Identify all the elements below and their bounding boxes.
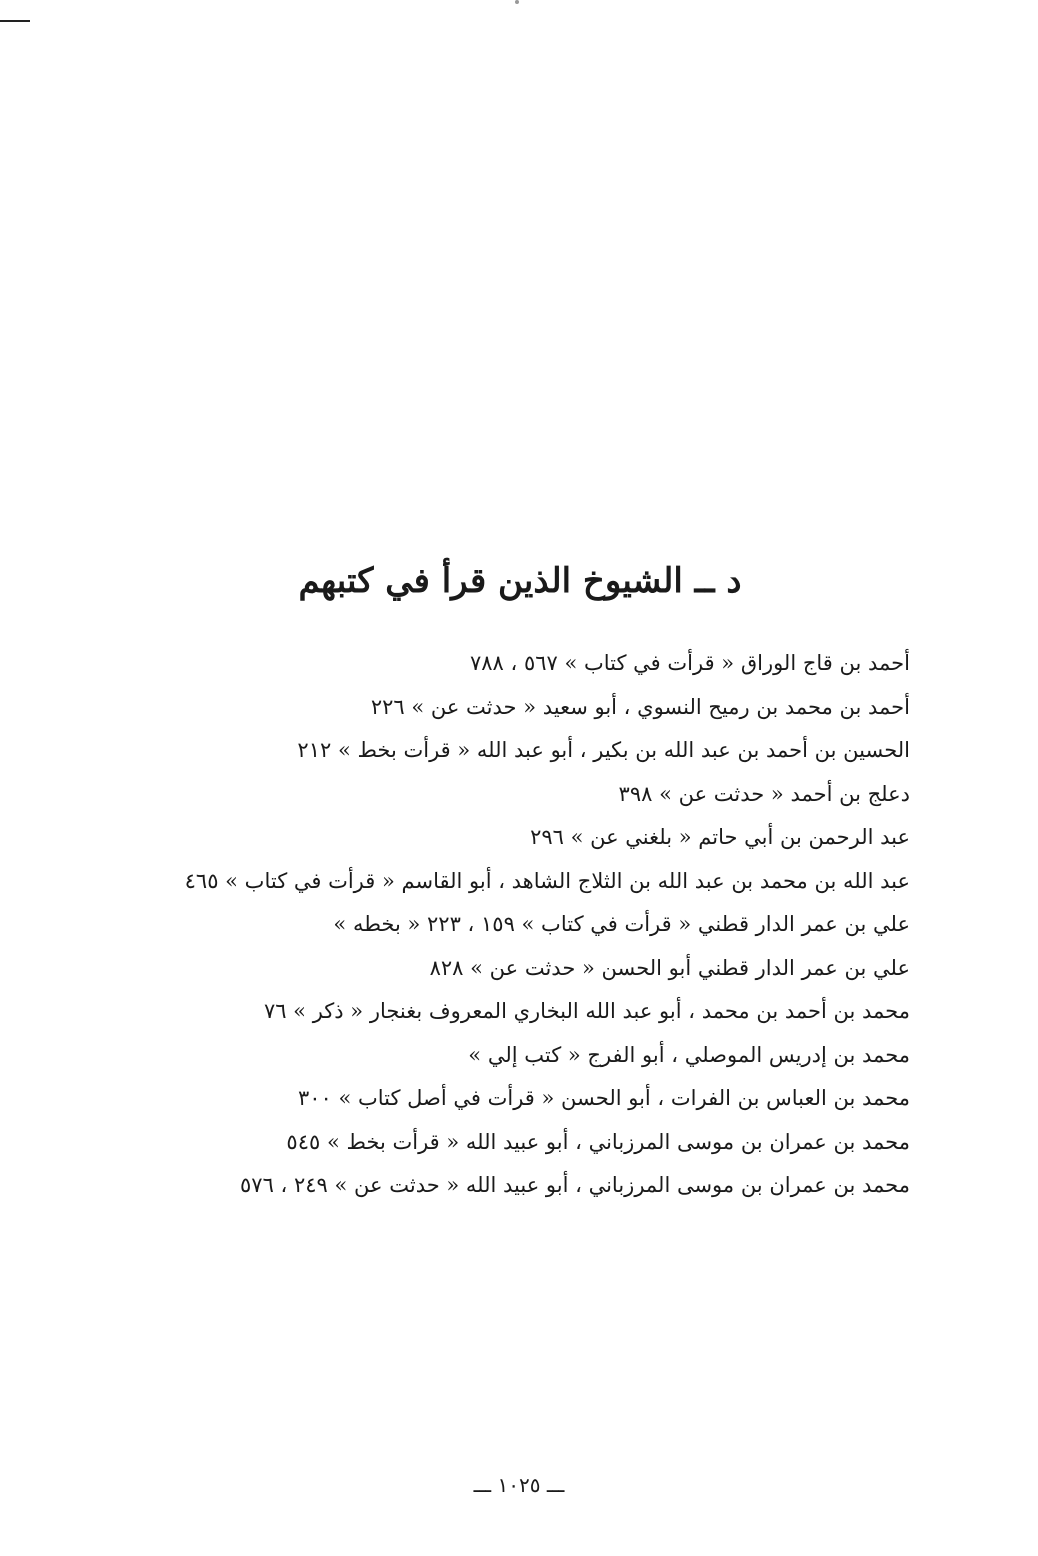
list-item: عبد الله بن محمد بن عبد الله بن الثلاج الشاهد ، أبو القاسم « قرأت في كتاب » ٤٦٥ — [184, 868, 910, 893]
list-item: محمد بن أحمد بن محمد ، أبو عبد الله البخاري المعروف بغنجار « ذكر » ٧٦ — [263, 999, 910, 1023]
section-heading: د ــ الشيوخ الذين قرأ في كتبهم — [298, 561, 742, 601]
list-item: الحسين بن أحمد بن عبد الله بن بكير ، أبو عبد الله « قرأت بخط » ٢١٢ — [297, 738, 910, 762]
list-item: محمد بن عمران بن موسى المرزباني ، أبو عبيد الله « حدثت عن » ٢٤٩ ، ٥٧٦ — [240, 1173, 910, 1197]
list-item: محمد بن العباس بن الفرات ، أبو الحسن « قرأت في أصل كتاب » ٣٠٠ — [297, 1086, 910, 1110]
list-item: محمد بن عمران بن موسى المرزباني ، أبو عبيد الله « قرأت بخط » ٥٤٥ — [286, 1129, 910, 1154]
list-item: أحمد بن محمد بن رميح النسوي ، أبو سعيد « حدثت عن » ٢٢٦ — [370, 694, 910, 719]
list-item: عبد الرحمن بن أبي حاتم « بلغني عن » ٢٩٦ — [530, 825, 910, 849]
list-item: محمد بن إدريس الموصلي ، أبو الفرج « كتب إلي » — [468, 1042, 910, 1067]
list-item: علي بن عمر الدار قطني أبو الحسن « حدثت عن » ٨٢٨ — [429, 955, 910, 980]
scan-speck — [515, 0, 519, 4]
list-item: علي بن عمر الدار قطني « قرأت في كتاب » ١٥٩ ، ٢٢٣ « بخطه » — [333, 912, 910, 936]
page-number: ـــ ١٠٢٥ ـــ — [473, 1473, 565, 1497]
list-item: دعلج بن أحمد « حدثت عن » ٣٩٨ — [618, 781, 910, 806]
list-item: أحمد بن قاج الوراق « قرأت في كتاب » ٥٦٧ ، ٧٨٨ — [469, 651, 910, 675]
corner-mark — [0, 20, 30, 22]
entry-list — [110, 642, 910, 1208]
